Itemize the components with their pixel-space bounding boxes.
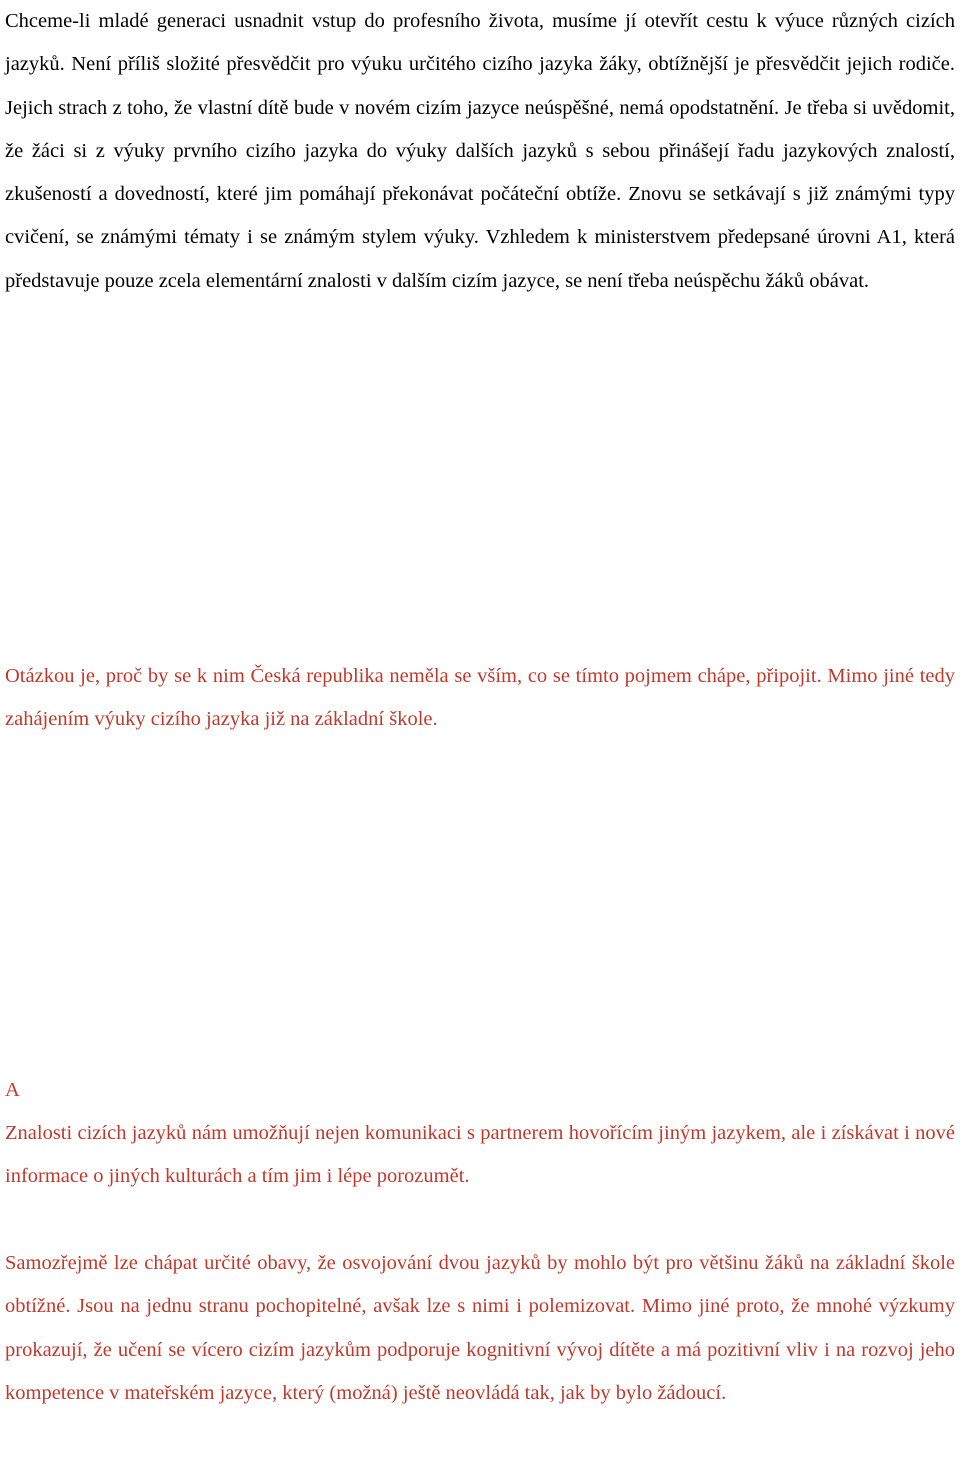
paragraph-letter-a: A	[5, 1079, 20, 1101]
paragraph-foreign-language-knowledge: Znalosti cizích jazyků nám umožňují nejen komunikaci s partnerem hovořícím jiným jazykem, ale i získávat i nové informace o jiných kulturách a tím jim i lépe porozumět.	[5, 1122, 955, 1188]
paragraph-two-languages-concerns: Samozřejmě lze chápat určité obavy, že osvojování dvou jazyků by mohlo být pro většinu žáků na základní škole obtížné. Jsou na jednu stranu pochopitelné, avšak lze s nimi i polemizovat. Mimo jiné proto, že mnohé výzkumy prokazují, že učení se vícero cizím jazykům podporuje kognitivní vývoj dítěte a má pozitivní vliv i na rozvoj jeho kompetence v mateřském jazyce, který (možná) ještě neovládá tak, jak by bylo žádoucí.	[5, 1252, 955, 1404]
paragraph-question-czech-republic: Otázkou je, proč by se k nim Česká republika neměla se vším, co se tímto pojmem chápe, připojit. Mimo jiné tedy zahájením výuky cizího jazyka již na základní škole.	[5, 665, 955, 731]
paragraph-language-education: Chceme-li mladé generaci usnadnit vstup do profesního života, musíme jí otevřít cestu k výuce různých cizích jazyků. Není příliš složité přesvědčit pro výuku určitého cizího jazyka žáky, obtížnější je přesvědčit jejich rodiče. Jejich strach z toho, že vlastní dítě bude v novém cizím jazyce neúspěšné, nemá opodstatnění. Je třeba si uvědomit, že žáci si z výuky prvního cizího jazyka do výuky dalších jazyků s sebou přinášejí řadu jazykových znalostí, zkušeností a dovedností, které jim pomáhají překonávat počáteční obtíže. Znovu se setkávají s již známými typy cvičení, se známými tématy i se známým stylem výuky. Vzhledem k ministerstvem předepsané úrovni A1, která představuje pouze zcela elementární znalosti v dalším cizím jazyce, se není třeba neúspěchu žáků obávat.	[5, 10, 955, 292]
